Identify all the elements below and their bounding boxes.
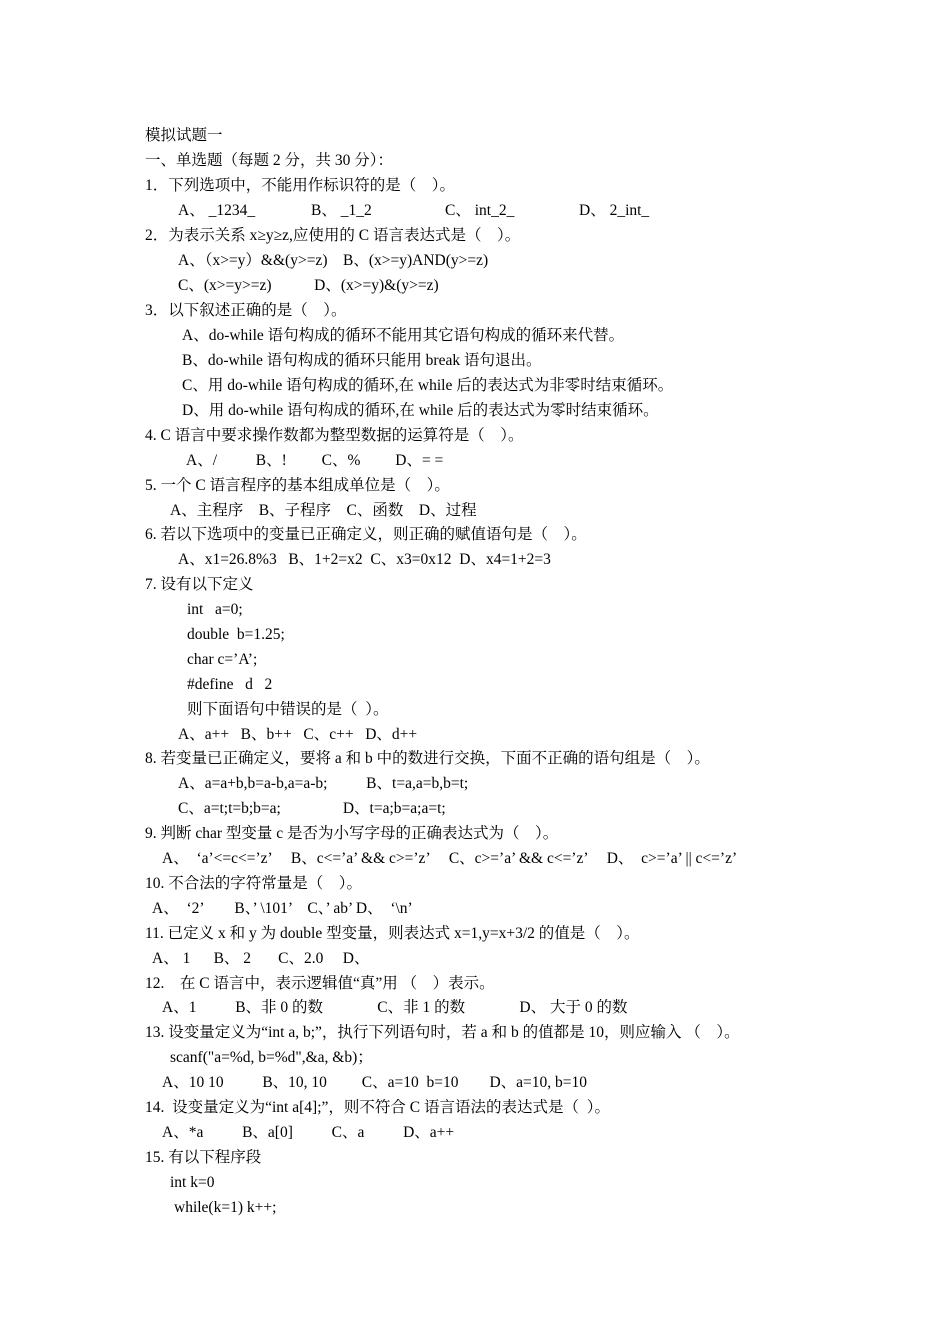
q4-options: A、/ B、! C、% D、= = xyxy=(186,452,444,469)
q7-code-line: char c=’A’; xyxy=(187,651,258,668)
q1-stem: 1．下列选项中，不能用作标识符的是（ ）。 xyxy=(145,177,456,194)
q7-options: A、a++ B、b++ C、c++ D、d++ xyxy=(178,726,418,743)
q8-stem: 8. 若变量已正确定义，要将 a 和 b 中的数进行交换，下面不正确的语句组是（ ）。 xyxy=(145,750,710,767)
q1-option-a: A、 _1234_ xyxy=(178,202,256,219)
q9-options: A、 ‘a’<=c<=’z’ B、c<=’a’ && c>=’z’ C、c>=’a’ && c<=’z’ D、 c>=’a’ || c<=’z’ xyxy=(162,850,738,867)
q1-option-c: C、 int_2_ xyxy=(445,202,515,219)
q11-options: A、 1 B、 2 C、2.0 D、 xyxy=(152,950,370,967)
q9-stem: 9. 判断 char 型变量 c 是否为小写字母的正确表达式为（ ）。 xyxy=(145,825,559,842)
q7-code-line: int a=0; xyxy=(187,601,243,618)
q1-option-d: D、 2_int_ xyxy=(579,202,650,219)
section-heading: 一、单选题（每题 2 分，共 30 分）： xyxy=(145,152,394,169)
q7-code-line: double b=1.25; xyxy=(187,626,285,643)
q6-stem: 6. 若以下选项中的变量已正确定义，则正确的赋值语句是（ ）。 xyxy=(145,526,587,543)
q10-options: A、 ‘2’ B、’ \101’ C、’ ab’ D、 ‘\n’ xyxy=(152,900,413,917)
q13-options: A、10 10 B、10, 10 C、a=10 b=10 D、a=10, b=10 xyxy=(162,1074,588,1091)
q3-option-c: C、用 do-while 语句构成的循环,在 while 后的表达式为非零时结束循环。 xyxy=(182,377,674,394)
q7-code-line: #define d 2 xyxy=(187,676,273,693)
q3-stem: 3．以下叙述正确的是（ ）。 xyxy=(145,302,347,319)
q8-options-line2: C、a=t;t=b;b=a; D、t=a;b=a;a=t; xyxy=(178,800,446,817)
q7-stem: 7. 设有以下定义 xyxy=(145,576,254,593)
doc-title: 模拟试题一 xyxy=(145,127,223,144)
q2-stem: 2．为表示关系 x≥y≥z,应使用的 C 语言表达式是（ ）。 xyxy=(145,227,521,244)
q15-code-line: int k=0 xyxy=(170,1174,215,1191)
q7-question: 则下面语句中错误的是（ ）。 xyxy=(187,701,389,718)
q15-stem: 15. 有以下程序段 xyxy=(145,1149,262,1166)
q3-option-b: B、do-while 语句构成的循环只能用 break 语句退出。 xyxy=(182,352,542,369)
q6-options: A、x1=26.8%3 B、1+2=x2 C、x3=0x12 D、x4=1+2=3 xyxy=(178,551,551,568)
q13-code: scanf("a=%d, b=%d",&a, &b)； xyxy=(170,1049,373,1066)
q15-code-line: while(k=1) k++; xyxy=(174,1199,277,1216)
q12-stem: 12. 在 C 语言中，表示逻辑值“真”用 （ ）表示。 xyxy=(145,975,495,992)
q3-option-a: A、do-while 语句构成的循环不能用其它语句构成的循环来代替。 xyxy=(182,327,625,344)
q12-options: A、1 B、非 0 的数 C、非 1 的数 D、 大于 0 的数 xyxy=(162,999,628,1016)
q5-stem: 5. 一个 C 语言程序的基本组成单位是（ ）。 xyxy=(145,477,450,494)
q1-option-b: B、 _1_2 xyxy=(311,202,372,219)
q14-stem: 14. 设变量定义为“int a[4];”，则不符合 C 语言语法的表达式是（ ）。 xyxy=(145,1099,610,1116)
q5-options: A、主程序 B、子程序 C、函数 D、过程 xyxy=(170,502,477,519)
q2-options-line2: C、(x>=y>=z) D、(x>=y)&(y>=z) xyxy=(178,277,439,294)
q4-stem: 4. C 语言中要求操作数都为整型数据的运算符是（ ）。 xyxy=(145,427,524,444)
q13-stem: 13. 设变量定义为“int a, b;”，执行下列语句时，若 a 和 b 的值都是 10，则应输入 （ ）。 xyxy=(145,1024,740,1041)
q10-stem: 10. 不合法的字符常量是（ ）。 xyxy=(145,875,363,892)
q8-options-line1: A、a=a+b,b=a-b,a=a-b; B、t=a,a=b,b=t; xyxy=(178,775,469,792)
q14-options: A、*a B、a[0] C、a D、a++ xyxy=(162,1124,455,1141)
q11-stem: 11. 已定义 x 和 y 为 double 型变量，则表达式 x=1,y=x+3/2 的值是（ ）。 xyxy=(145,925,640,942)
q3-option-d: D、用 do-while 语句构成的循环,在 while 后的表达式为零时结束循环。 xyxy=(182,402,659,419)
q2-options-line1: A、（x>=y）&&(y>=z) B、(x>=y)AND(y>=z) xyxy=(178,252,489,269)
